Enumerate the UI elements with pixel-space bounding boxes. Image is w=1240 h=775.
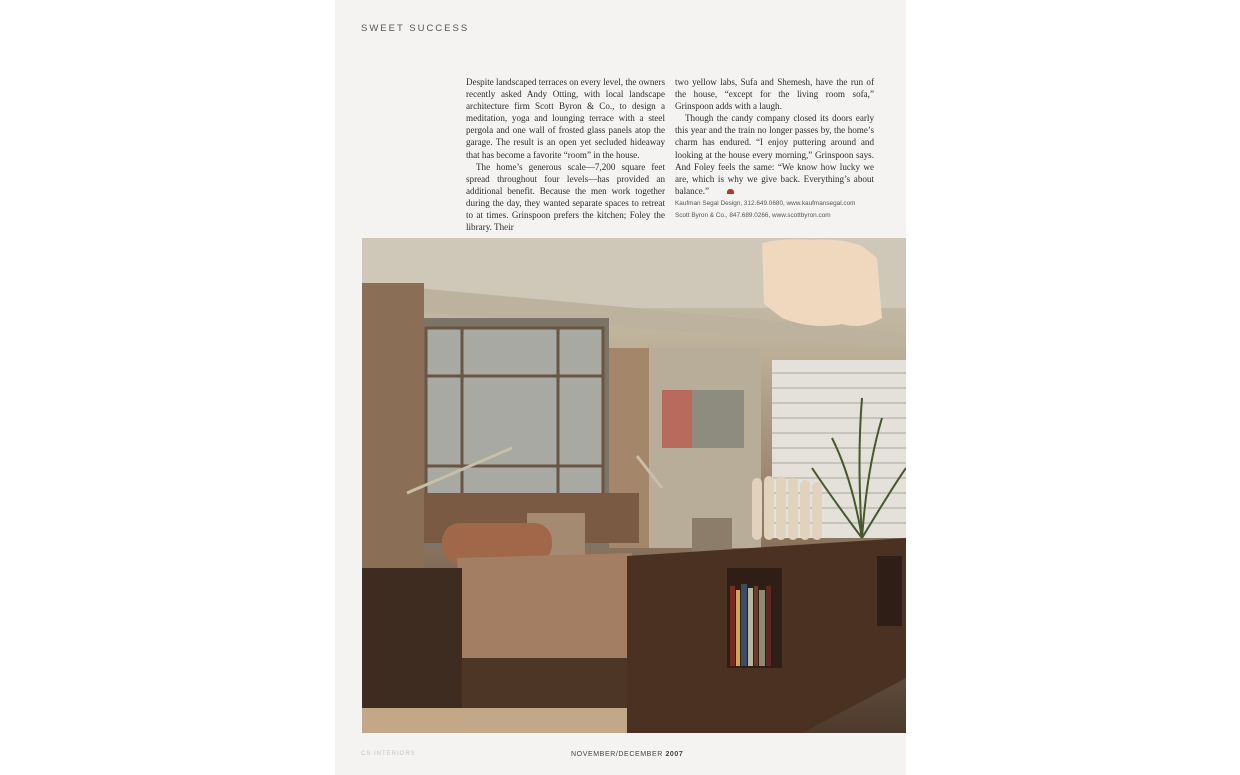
paragraph: The home’s generous scale—7,200 square feet spread throughout four levels—has provided an additional benefit. Because the men work together during the day, they wanted separate spaces to retreat to at times. Grinspoon prefers the kitchen; Foley the library. Their — [466, 161, 665, 233]
floor — [362, 708, 627, 733]
end-mark-icon — [727, 189, 734, 194]
bedspread — [457, 553, 632, 663]
folio-issue: NOVEMBER/DECEMBER — [571, 751, 663, 758]
bedroom-photo — [362, 238, 906, 733]
bed-base — [457, 658, 632, 708]
books — [730, 584, 771, 666]
artwork-accent — [662, 390, 692, 448]
article-column-left — [466, 76, 665, 233]
paragraph-final-text: Though the candy company closed its doors early this year and the train no longer passes by, the home’s charm has endured. “I enjoy puttering around and looking at the house every morning,” Grinspoon says. And Foley feels the same: “We know how lucky we are, which is why we give back. Everything’s about balance.” — [675, 113, 874, 196]
bedroom-illustration — [362, 238, 906, 733]
credit-line: Scott Byron & Co., 847.689.0266, www.scottbyron.com — [675, 212, 831, 219]
paragraph: Despite landscaped terraces on every level, the owners recently asked Andy Otting, with local landscape architecture firm Scott Byron & Co., to design a meditation, yoga and lounging terrace with a steel pergola and one wall of frosted glass panels atop the garage. The result is an open yet secluded hideaway that has become a favorite “room” in the house. — [466, 77, 665, 160]
pendant-lamp — [762, 239, 882, 326]
credit-line: Kaufman Segal Design, 312.649.0680, www.kaufmansegal.com — [675, 200, 856, 207]
bookshelf-niche-right — [877, 556, 902, 626]
paragraph-final — [675, 112, 874, 197]
nightstand — [362, 568, 462, 708]
paragraph: two yellow labs, Sufa and Shemesh, have the run of the house, “except for the living room sofa,” Grinspoon adds with a laugh. — [675, 77, 874, 112]
folio-year: 2007 — [665, 751, 684, 758]
footer-publication: CS INTERIORS — [361, 751, 416, 757]
section-title: SWEET SUCCESS — [361, 23, 470, 34]
resource-credits — [675, 198, 895, 222]
folio — [571, 751, 683, 758]
magazine-page — [335, 0, 906, 775]
article-column-right — [675, 76, 874, 197]
